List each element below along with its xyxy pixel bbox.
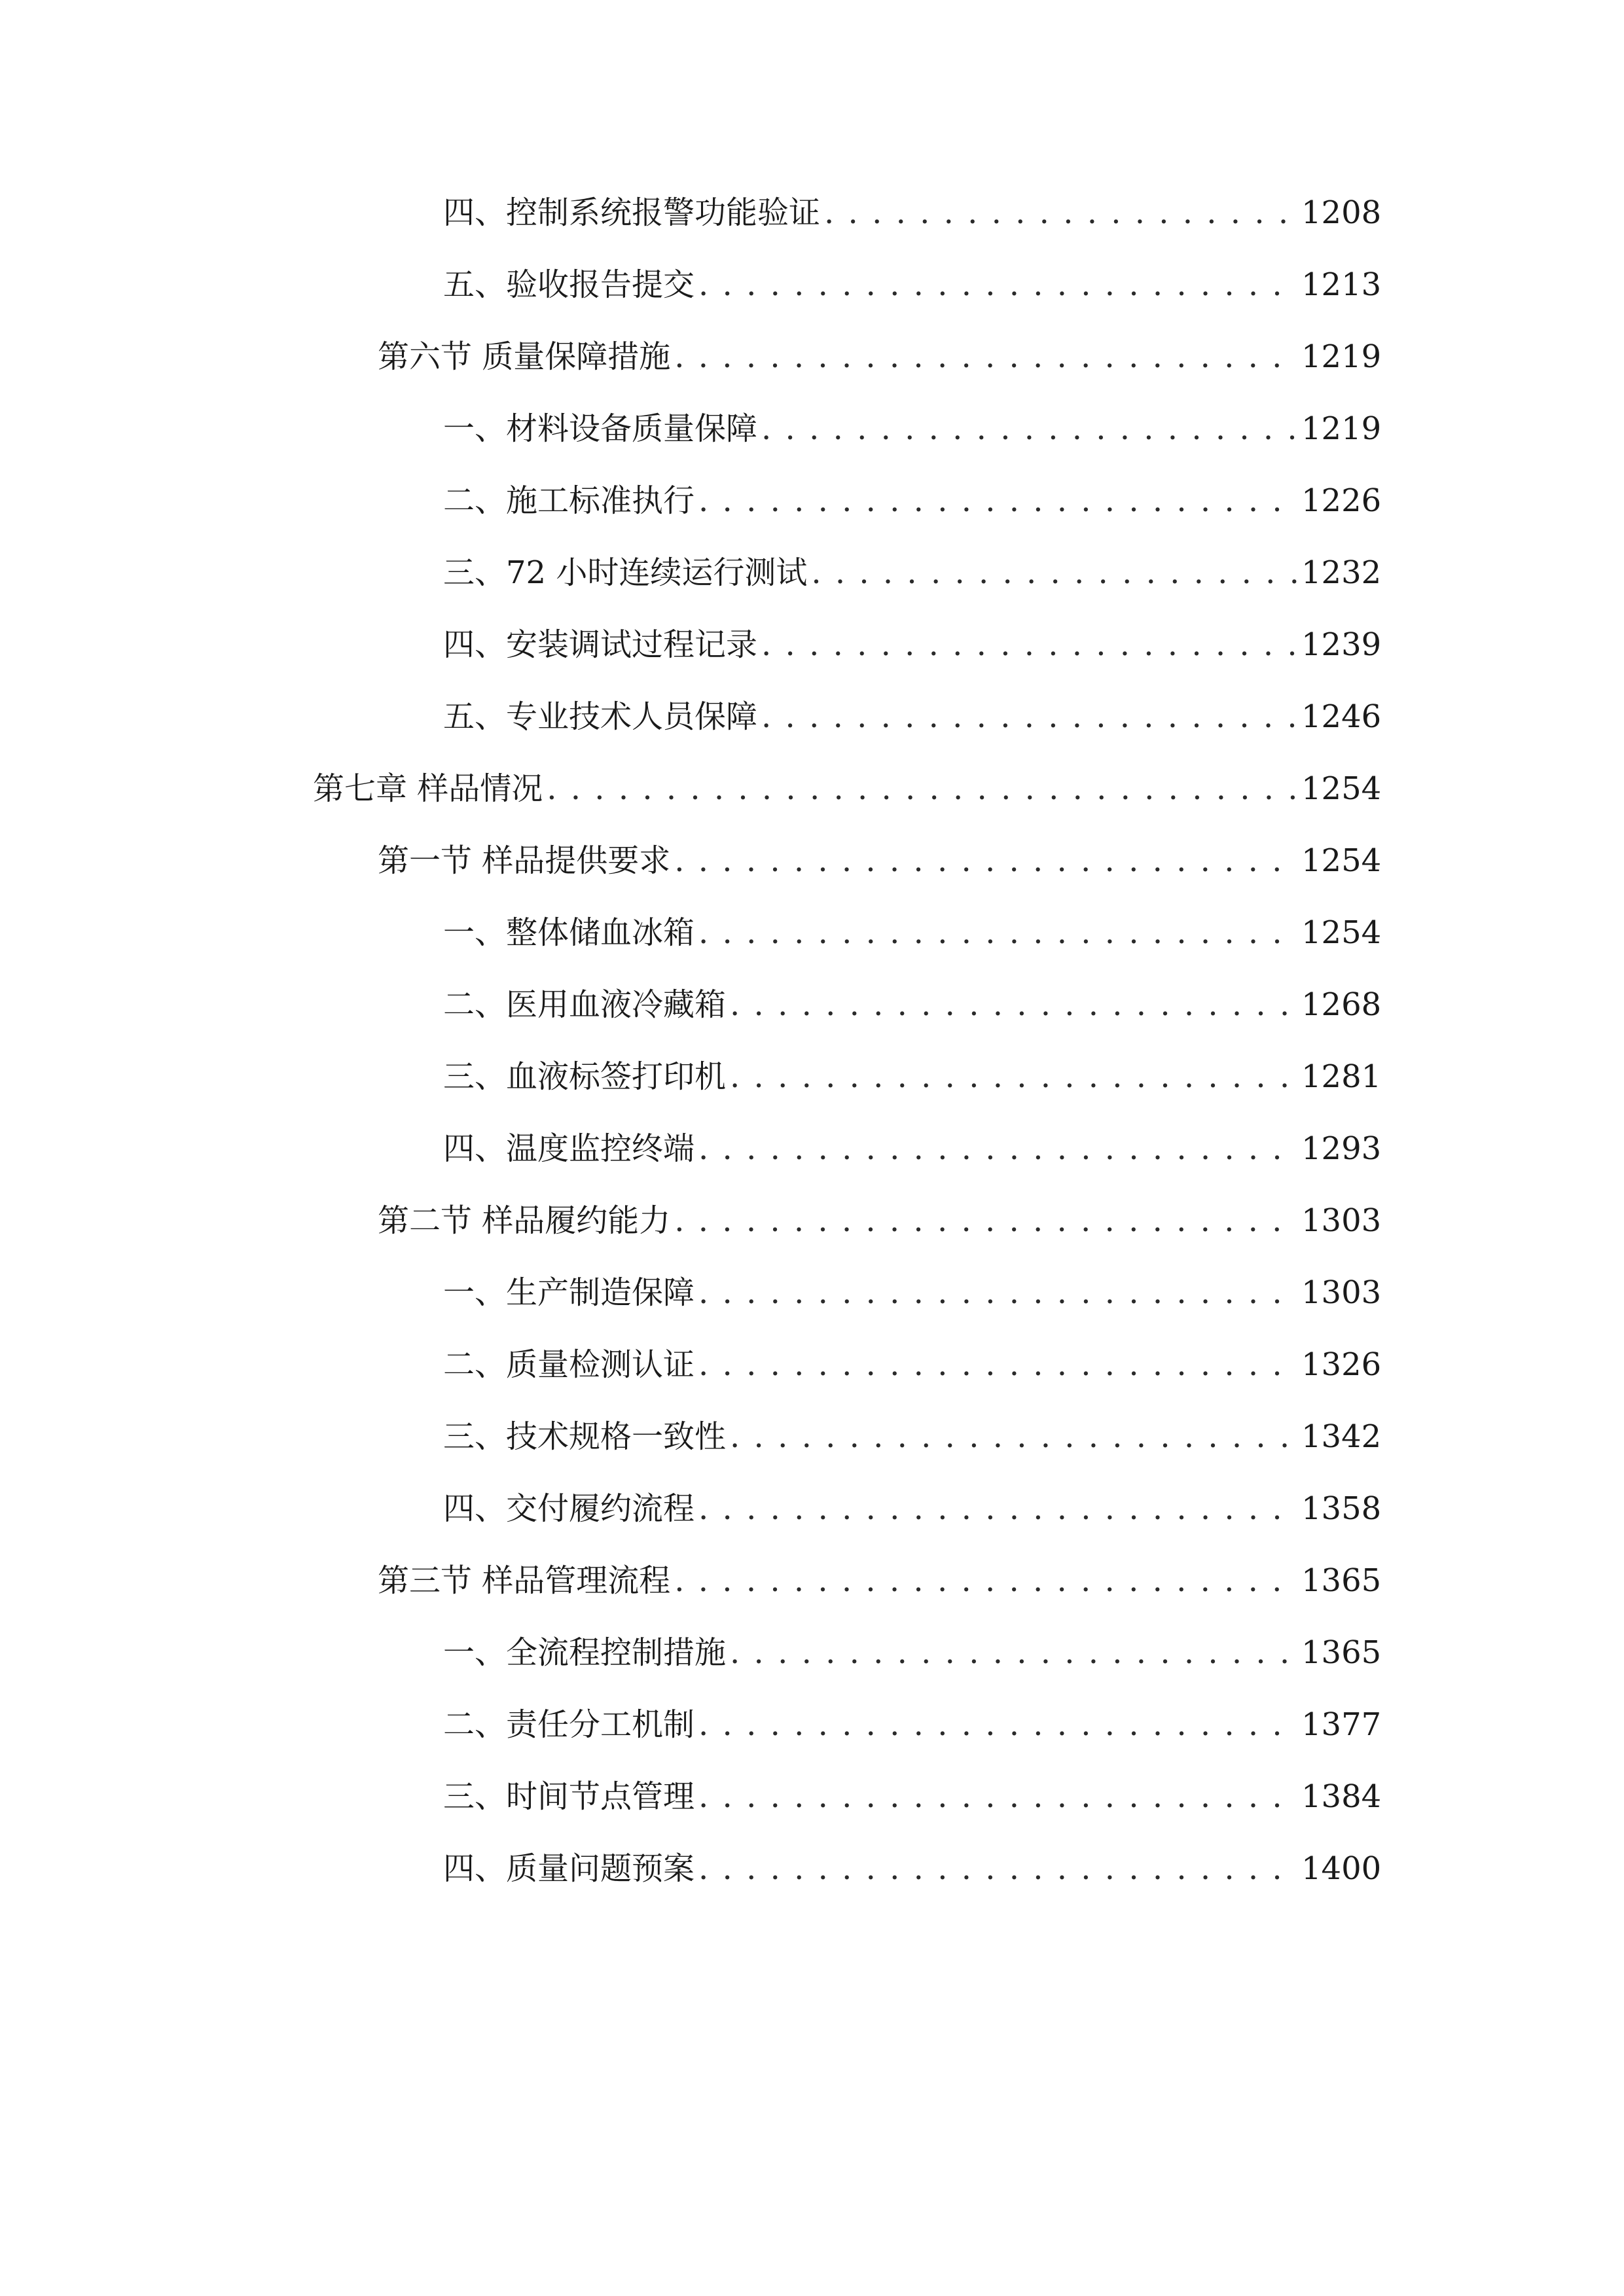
toc-entry-chapter[interactable] [313,766,1382,812]
toc-dot-leader [674,1558,1297,1604]
toc-page-number: 1303 [1301,1274,1382,1311]
toc-entry-number: 一、 [443,914,507,951]
toc-dot-leader [547,766,1297,812]
toc-entry-number: 四、 [443,626,507,663]
toc-page-number: 1326 [1301,1346,1382,1383]
toc-entry-number: 四、 [443,1490,507,1527]
toc-entry-section[interactable] [378,1198,1382,1244]
toc-page-number: 1213 [1301,266,1382,303]
toc-page-number: 1208 [1301,194,1382,231]
toc-entry-number: 三、 [443,1418,507,1455]
toc-entry-number: 四、 [443,194,507,231]
toc-entry[interactable] [443,190,1382,236]
toc-page-number: 1342 [1301,1418,1382,1455]
toc-dot-leader [698,1342,1297,1388]
toc-dot-leader [698,910,1297,956]
toc-dot-leader [698,1774,1297,1820]
toc-dot-leader [698,1846,1297,1892]
toc-entry-title: 验收报告提交 [506,266,695,303]
toc-entry-title: 第二节 样品履约能力 [378,1202,671,1239]
toc-dot-leader [761,694,1297,740]
toc-page-number: 1384 [1301,1778,1382,1815]
toc-entry-number: 一、 [443,1634,507,1671]
toc-entry[interactable] [443,406,1382,452]
toc-dot-leader [674,1198,1297,1244]
toc-entry[interactable] [443,550,1382,596]
toc-entry[interactable] [443,1846,1382,1892]
toc-dot-leader [730,1630,1297,1676]
toc-entry-number: 三、 [443,1778,507,1815]
toc-entry[interactable] [443,1486,1382,1532]
toc-entry-title: 第一节 样品提供要求 [378,842,671,879]
toc-entry-title: 整体储血冰箱 [506,914,695,951]
toc-dot-leader [698,478,1297,524]
toc-entry-title: 材料设备质量保障 [506,410,758,447]
toc-entry-title: 质量检测认证 [506,1346,695,1383]
toc-entry-title: 第七章 样品情况 [313,770,543,807]
toc-dot-leader [761,406,1297,452]
toc-entry[interactable] [443,694,1382,740]
toc-page-number: 1377 [1301,1706,1382,1743]
toc-entry-number: 五、 [443,698,507,735]
toc-entry-title: 第六节 质量保障措施 [378,338,671,375]
toc-page-number: 1239 [1301,626,1382,663]
toc-page-number: 1365 [1301,1562,1382,1599]
toc-dot-leader [674,334,1297,380]
toc-entry-number: 五、 [443,266,507,303]
toc-page-number: 1365 [1301,1634,1382,1671]
toc-page-number: 1400 [1301,1850,1382,1887]
toc-entry[interactable] [443,262,1382,308]
toc-page-number: 1254 [1301,770,1382,807]
toc-entry[interactable] [443,478,1382,524]
toc-dot-leader [824,190,1297,236]
toc-entry-title: 72 小时连续运行测试 [506,554,808,591]
toc-entry-section[interactable] [378,838,1382,884]
toc-entry-number: 三、 [443,554,507,591]
toc-entry-title: 生产制造保障 [506,1274,695,1311]
toc-dot-leader [761,622,1297,668]
toc-page-number: 1219 [1301,410,1382,447]
toc-entry-title: 第三节 样品管理流程 [378,1562,671,1599]
toc-page-number: 1358 [1301,1490,1382,1527]
toc-entry-number: 二、 [443,1706,507,1743]
toc-entry-title: 技术规格一致性 [506,1418,727,1455]
toc-entry-title: 交付履约流程 [506,1490,695,1527]
toc-page-number: 1268 [1301,986,1382,1023]
toc-dot-leader [730,982,1297,1028]
toc-entry-title: 控制系统报警功能验证 [506,194,821,231]
toc-entry[interactable] [443,1270,1382,1316]
toc-entry-title: 医用血液冷藏箱 [506,986,727,1023]
toc-entry[interactable] [443,1774,1382,1820]
toc-entry-number: 四、 [443,1130,507,1167]
toc-entry-number: 一、 [443,410,507,447]
toc-dot-leader [698,1270,1297,1316]
toc-entry-title: 质量问题预案 [506,1850,695,1887]
toc-page-number: 1293 [1301,1130,1382,1167]
toc-entry-number: 四、 [443,1850,507,1887]
toc-page-number: 1232 [1301,554,1382,591]
toc-dot-leader [730,1054,1297,1100]
toc-entry-section[interactable] [378,1558,1382,1604]
toc-entry[interactable] [443,622,1382,668]
toc-dot-leader [698,1486,1297,1532]
toc-entry[interactable] [443,1342,1382,1388]
toc-entry[interactable] [443,982,1382,1028]
toc-page-number: 1219 [1301,338,1382,375]
toc-dot-leader [698,262,1297,308]
toc-entry-number: 三、 [443,1058,507,1095]
toc-entry-number: 二、 [443,1346,507,1383]
toc-page-number: 1226 [1301,482,1382,519]
toc-entry-title: 全流程控制措施 [506,1634,727,1671]
toc-entry-number: 一、 [443,1274,507,1311]
toc-page-number: 1303 [1301,1202,1382,1239]
toc-entry-section[interactable] [378,334,1382,380]
toc-page-number: 1281 [1301,1058,1382,1095]
toc-page-number: 1246 [1301,698,1382,735]
toc-page-number: 1254 [1301,842,1382,879]
toc-entry-title: 责任分工机制 [506,1706,695,1743]
toc-entry-number: 二、 [443,482,507,519]
toc-entry[interactable] [443,1702,1382,1748]
toc-entry-title: 温度监控终端 [506,1130,695,1167]
toc-dot-leader [674,838,1297,884]
toc-dot-leader [698,1126,1297,1172]
toc-dot-leader [811,550,1297,596]
toc-entry-number: 二、 [443,986,507,1023]
toc-entry[interactable] [443,1126,1382,1172]
toc-entry-title: 血液标签打印机 [506,1058,727,1095]
toc-dot-leader [698,1702,1297,1748]
toc-entry-title: 安装调试过程记录 [506,626,758,663]
toc-entry[interactable] [443,910,1382,956]
toc-entry[interactable] [443,1414,1382,1460]
toc-entry[interactable] [443,1630,1382,1676]
toc-page-number: 1254 [1301,914,1382,951]
toc-entry-title: 施工标准执行 [506,482,695,519]
toc-dot-leader [730,1414,1297,1460]
toc-entry[interactable] [443,1054,1382,1100]
toc-entry-title: 专业技术人员保障 [506,698,758,735]
toc-entry-title: 时间节点管理 [506,1778,695,1815]
